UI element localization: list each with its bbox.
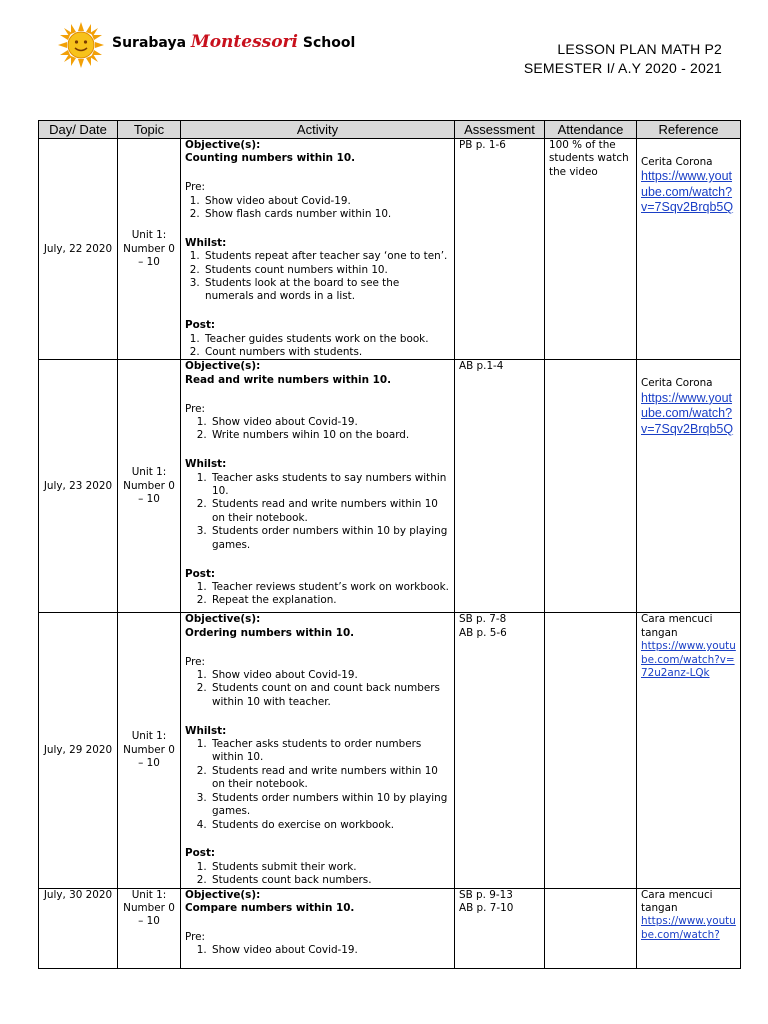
list-item: 3. Students order numbers within 10 by playing games. bbox=[210, 792, 450, 819]
objective-label: Objective(s): bbox=[185, 139, 261, 151]
activity-cell bbox=[181, 888, 455, 968]
post-list bbox=[185, 581, 450, 608]
list-item: 2. Repeat the explanation. bbox=[210, 594, 450, 607]
sun-logo-icon bbox=[58, 22, 104, 68]
objective-label: Objective(s): bbox=[185, 888, 261, 901]
list-item: 1. Students repeat after teacher say ‘one to ten’. bbox=[203, 250, 450, 263]
list-item: 1. Show video about Covid-19. bbox=[203, 195, 450, 208]
reference-cell bbox=[637, 613, 741, 888]
whilst-label: Whilst: bbox=[185, 236, 227, 249]
date-cell: July, 23 2020 bbox=[39, 360, 118, 613]
list-item: 1. Show video about Covid-19. bbox=[210, 669, 450, 682]
reference-link[interactable]: https://www.youtube.com/watch?v=7Sqv2Brqb5Q bbox=[641, 169, 734, 215]
reference-cell bbox=[637, 360, 741, 613]
column-header: Assessment bbox=[455, 121, 545, 139]
pre-list bbox=[185, 195, 450, 222]
post-list bbox=[185, 861, 450, 888]
activity-cell bbox=[181, 613, 455, 888]
list-item: 2. Count numbers with students. bbox=[203, 346, 450, 359]
whilst-list bbox=[185, 250, 450, 304]
list-item: 1. Teacher guides students work on the book. bbox=[203, 333, 450, 346]
assessment-cell bbox=[455, 139, 545, 360]
pre-list bbox=[185, 669, 450, 709]
whilst-label: Whilst: bbox=[185, 724, 227, 737]
pre-label: Pre: bbox=[185, 402, 206, 415]
list-item: 1. Teacher asks students to order numbers within 10. bbox=[210, 738, 450, 765]
list-item: 2. Students read and write numbers within 10 on their notebook. bbox=[210, 765, 450, 792]
reference-label: Cerita Corona bbox=[641, 156, 713, 168]
table-row bbox=[39, 360, 741, 613]
school-logo bbox=[58, 22, 358, 68]
reference-cell bbox=[637, 888, 741, 968]
date-cell: July, 29 2020 bbox=[39, 613, 118, 888]
reference-cell bbox=[637, 139, 741, 360]
list-item: 2. Students read and write numbers within 10 on their notebook. bbox=[210, 498, 450, 525]
assessment-item: SB p. 9-13 bbox=[459, 888, 513, 901]
table-row bbox=[39, 888, 741, 968]
school-name-part2: Montessori bbox=[190, 32, 298, 52]
document-title bbox=[524, 40, 722, 78]
post-label: Post: bbox=[185, 847, 216, 860]
topic-cell: Unit 1: Number 0 – 10 bbox=[118, 139, 181, 360]
activity-cell bbox=[181, 360, 455, 613]
list-item: 1. Show video about Covid-19. bbox=[210, 944, 450, 957]
assessment-item: SB p. 7-8 bbox=[459, 613, 507, 626]
assessment-cell bbox=[455, 360, 545, 613]
column-header: Reference bbox=[637, 121, 741, 139]
list-item: 2. Students count numbers within 10. bbox=[203, 264, 450, 277]
list-item: 2. Students count back numbers. bbox=[210, 874, 450, 887]
whilst-list bbox=[185, 738, 450, 832]
pre-label: Pre: bbox=[185, 181, 206, 194]
post-list bbox=[185, 333, 450, 360]
school-name-part1: Surabaya bbox=[112, 35, 191, 51]
activity-cell bbox=[181, 139, 455, 360]
objective-text: Read and write numbers within 10. bbox=[185, 373, 392, 386]
list-item: 1. Show video about Covid-19. bbox=[210, 416, 450, 429]
topic-cell: Unit 1: Number 0 – 10 bbox=[118, 888, 181, 968]
school-name bbox=[112, 32, 355, 52]
assessment-item: AB p. 7-10 bbox=[459, 901, 514, 914]
attendance-cell bbox=[545, 888, 637, 968]
reference-label: Cara mencuci tangan bbox=[641, 888, 713, 914]
title-line-1: LESSON PLAN MATH P2 bbox=[557, 41, 722, 57]
lesson-plan-table bbox=[38, 120, 741, 969]
table-header-row bbox=[39, 121, 741, 139]
column-header: Attendance bbox=[545, 121, 637, 139]
attendance-cell: 100 % of the students watch the video bbox=[545, 139, 637, 360]
list-item: 2. Write numbers wihin 10 on the board. bbox=[210, 429, 450, 442]
list-item: 2. Show flash cards number within 10. bbox=[203, 208, 450, 221]
date-cell: July, 22 2020 bbox=[39, 139, 118, 360]
objective-label: Objective(s): bbox=[185, 360, 261, 373]
list-item: 2. Students count on and count back numbers within 10 with teacher. bbox=[210, 682, 450, 709]
topic-cell: Unit 1: Number 0 – 10 bbox=[118, 613, 181, 888]
topic-cell: Unit 1: Number 0 – 10 bbox=[118, 360, 181, 613]
table-row bbox=[39, 139, 741, 360]
assessment-cell bbox=[455, 613, 545, 888]
list-item: 4. Students do exercise on workbook. bbox=[210, 819, 450, 832]
objective-text: Compare numbers within 10. bbox=[185, 901, 355, 914]
assessment-item: AB p. 5-6 bbox=[459, 626, 507, 639]
assessment-item: AB p.1-4 bbox=[459, 360, 504, 373]
pre-list bbox=[185, 944, 450, 957]
post-label: Post: bbox=[185, 567, 216, 580]
post-label: Post: bbox=[185, 319, 216, 332]
attendance-cell bbox=[545, 360, 637, 613]
date-cell: July, 30 2020 bbox=[39, 888, 118, 968]
pre-label: Pre: bbox=[185, 930, 206, 943]
list-item: 1. Students submit their work. bbox=[210, 861, 450, 874]
reference-label: Cara mencuci tangan bbox=[641, 613, 713, 639]
whilst-list bbox=[185, 472, 450, 552]
pre-label: Pre: bbox=[185, 655, 206, 668]
assessment-item: PB p. 1-6 bbox=[459, 139, 506, 151]
list-item: 1. Teacher reviews student’s work on workbook. bbox=[210, 581, 450, 594]
column-header: Activity bbox=[181, 121, 455, 139]
title-line-2: SEMESTER I/ A.Y 2020 - 2021 bbox=[523, 60, 722, 76]
column-header: Topic bbox=[118, 121, 181, 139]
attendance-cell bbox=[545, 613, 637, 888]
list-item: 3. Students look at the board to see the numerals and words in a list. bbox=[203, 277, 450, 304]
whilst-label: Whilst: bbox=[185, 458, 227, 471]
reference-link[interactable]: https://www.youtube.com/watch?v=7Sqv2Brqb5Q bbox=[641, 390, 734, 436]
list-item: 3. Students order numbers within 10 by playing games. bbox=[210, 525, 450, 552]
list-item: 1. Teacher asks students to say numbers within 10. bbox=[210, 472, 450, 499]
column-header: Day/ Date bbox=[39, 121, 118, 139]
objective-text: Ordering numbers within 10. bbox=[185, 626, 355, 639]
objective-text: Counting numbers within 10. bbox=[185, 152, 356, 165]
reference-link[interactable]: https://www.youtube.com/watch? bbox=[641, 915, 736, 941]
objective-label: Objective(s): bbox=[185, 613, 261, 626]
reference-link[interactable]: https://www.youtube.com/watch?v=72u2anz-LQk bbox=[641, 640, 736, 680]
school-name-part3: School bbox=[297, 35, 356, 51]
pre-list bbox=[185, 416, 450, 443]
table-row bbox=[39, 613, 741, 888]
assessment-cell bbox=[455, 888, 545, 968]
reference-label: Cerita Corona bbox=[641, 377, 713, 390]
